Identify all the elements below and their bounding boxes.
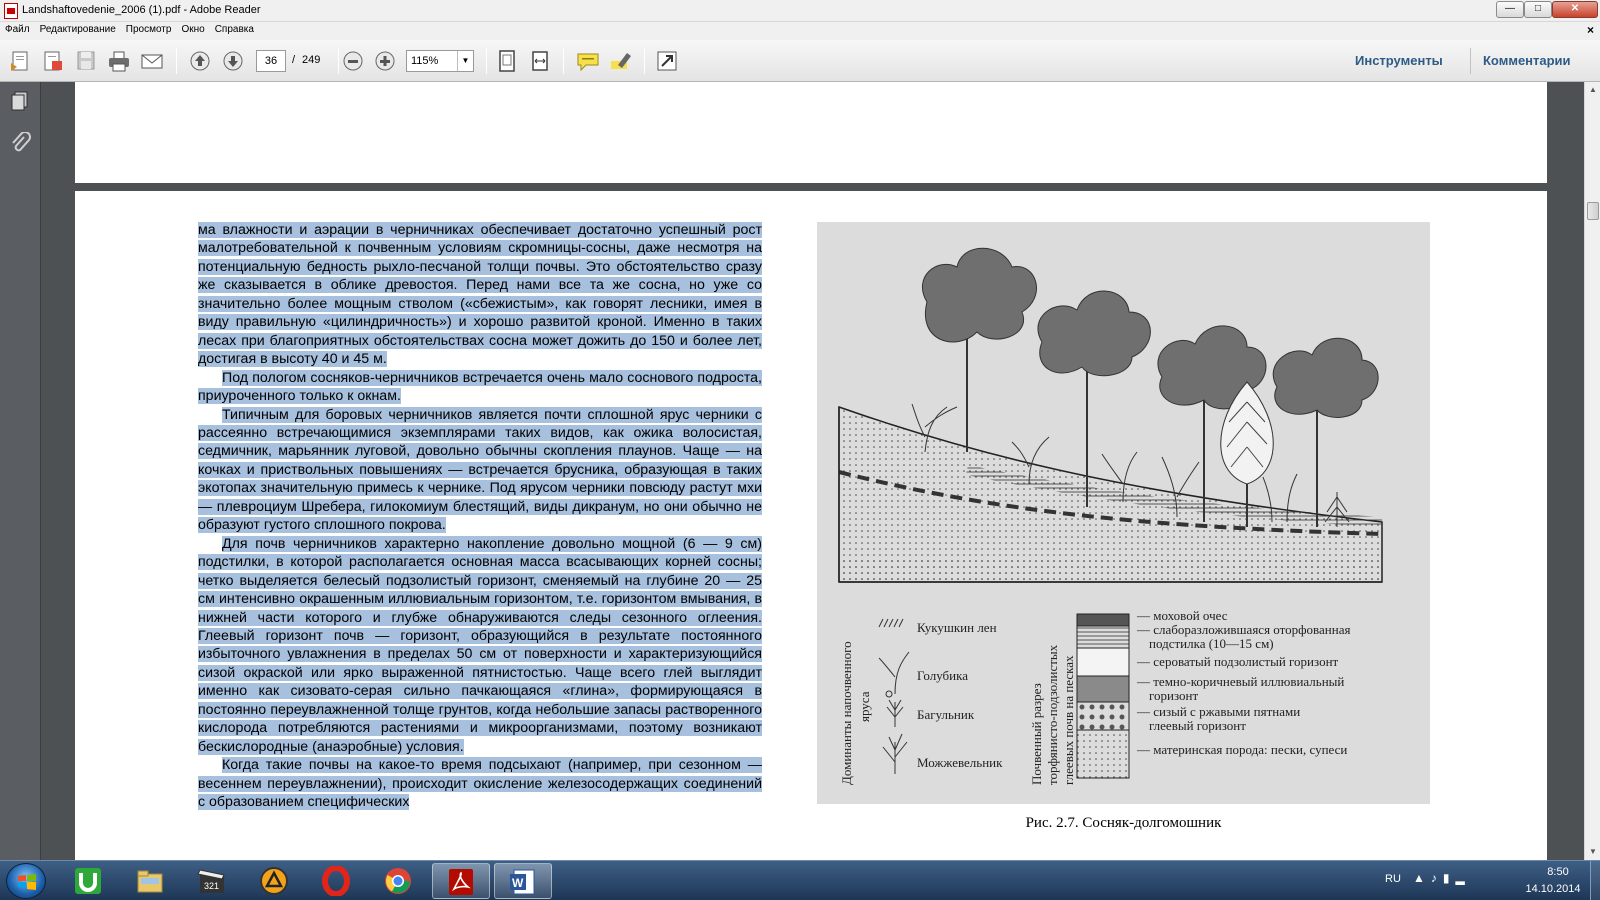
explorer-icon (135, 866, 165, 896)
paragraph-4 (198, 535, 762, 756)
zoom-select[interactable] (406, 50, 474, 72)
selected-text[interactable]: Для почв черничников характерно накопление довольно мощной (6 — 9 см) подстилки, в которой располагается основная масса всасывающих корней сосны; четко выделяется белесый подзолистый горизонт, сменяемый на глубине 20 — 25 см интенсивно окрашенным иллювиальным горизонтом, т.е. горизонтом вмывания, в нижней части которого и глубже обнаруживаются следы сезонного оглеения. Глеевый горизонт почв — горизонт, образующийся в результате постоянного избыточного увлажнения в пределах 50 см от поверхности и характеризующийся сизой окраской или ярко выраженной пятнистостью. Чаще всего глей выглядит именно как сизовато-серая сильно пачкающаяся «глина», формирующаяся в постоянно переувлажненной толще грунтов, когда небольшие запасы растворенного кислорода потребляются растениями и микроорганизмами, поэтому возникают бескислородные (анаэробные) условия. (198, 535, 762, 755)
menu-bar (0, 22, 1600, 40)
paragraph-3 (198, 406, 762, 535)
horizon-label: подстилка (10—15 см) (1149, 636, 1274, 651)
toolbar-separator (1470, 48, 1471, 74)
species-label: Голубика (917, 668, 968, 683)
close-window-button[interactable]: ✕ (1552, 1, 1598, 18)
clock-time[interactable]: 8:50 (1547, 866, 1569, 878)
minimize-button[interactable]: — (1496, 1, 1524, 18)
horizon-label: — сизый с ржавыми пятнами (1137, 704, 1301, 719)
selected-text[interactable]: Типичным для боровых черничников является почти сплошной ярус черники с рассеянно встречающимися экземплярами таких видов, как ожика волосистая, седмичник, марьянник луговой, довольно обычны скопления плаунов. Чаще — на кочках и приствольных повышениях — встречается брусника, образующая в таких экотопах значительную примесь к чернике. Под ярусом черники повсюду растут мхи — плевроциум Шребера, гилокомиум блестящий, виды дикранум, но они обычно не образуют густого сплошного покрова. (198, 406, 762, 534)
aimp-icon (259, 866, 289, 896)
horizon-label: глеевый горизонт (1149, 718, 1246, 733)
show-desktop-button[interactable] (1590, 861, 1600, 900)
horizon-label: горизонт (1149, 688, 1199, 703)
page-number-input[interactable] (256, 50, 286, 72)
svg-text:321: 321 (204, 881, 220, 891)
volume-icon[interactable]: ♪ (1430, 871, 1443, 885)
network-icon[interactable]: ▂ (1455, 871, 1471, 885)
chrome-icon (383, 866, 413, 896)
taskbar-utorrent[interactable] (60, 863, 118, 899)
horizon-label: — сероватый подзолистый горизонт (1137, 654, 1339, 669)
opera-icon (321, 866, 351, 896)
email-icon[interactable] (139, 49, 165, 73)
page-up-icon[interactable] (187, 49, 213, 73)
page-separator: / (292, 54, 296, 66)
title-bar (0, 0, 1600, 22)
vertical-scrollbar[interactable] (1584, 82, 1600, 860)
adobe-reader-icon (446, 867, 476, 897)
taskbar-aimp[interactable] (246, 863, 304, 899)
comment-icon[interactable] (575, 49, 601, 73)
previous-page (75, 82, 1547, 183)
species-label: Можжевельник (917, 755, 1003, 770)
taskbar-opera[interactable] (308, 863, 366, 899)
svg-text:W: W (512, 876, 524, 890)
toolbar-separator (563, 48, 564, 74)
highlight-icon[interactable] (608, 49, 634, 73)
media-player-icon (197, 866, 227, 896)
document-view[interactable] (41, 82, 1584, 860)
scrollbar-thumb[interactable] (1587, 202, 1599, 220)
paragraph-2 (198, 369, 762, 406)
print-icon[interactable] (106, 49, 132, 73)
profile-vertical-label-3: глеевых почв на песках (1061, 655, 1076, 785)
toolbar (0, 40, 1600, 82)
comments-pane-button[interactable]: Комментарии (1483, 53, 1571, 68)
selected-text[interactable]: Когда такие почвы на какое-то время подсыхают (например, при сезонном — весеннем переувлажнении), происходит окисление железосодержащих соединений с образованием специфических (198, 757, 762, 811)
soil-profile-column (1077, 614, 1129, 778)
page-text[interactable] (198, 221, 762, 812)
menu-window[interactable]: Окно (181, 24, 205, 35)
taskbar-explorer[interactable] (122, 863, 180, 899)
tray-expand-icon[interactable]: ▲ (1413, 871, 1431, 885)
horizon-label: — слаборазложившаяся оторфованная (1137, 622, 1351, 637)
attachments-icon[interactable] (9, 132, 31, 154)
tools-pane-button[interactable]: Инструменты (1355, 53, 1443, 68)
taskbar (0, 860, 1600, 900)
profile-vertical-label-1: Почвенный разрез (1029, 683, 1044, 785)
taskbar-adobe-reader[interactable] (432, 863, 490, 899)
toolbar-separator (486, 48, 487, 74)
navigation-pane (0, 82, 41, 860)
battery-icon[interactable]: ▮ (1442, 871, 1456, 885)
windows-flag-icon (18, 874, 36, 890)
close-document-button[interactable]: × (1586, 23, 1594, 37)
scroll-down-icon[interactable]: ▼ (1589, 847, 1597, 856)
adobe-reader-app-icon (4, 3, 18, 19)
tray-icons[interactable] (1413, 871, 1471, 885)
fit-page-icon[interactable] (494, 49, 520, 73)
zoom-value: 115% (411, 55, 439, 67)
utorrent-icon (73, 866, 103, 896)
page-down-icon[interactable] (220, 49, 246, 73)
window-title: Landshaftovedenie_2006 (1).pdf - Adobe Reader (22, 4, 261, 16)
zoom-in-icon[interactable] (372, 49, 398, 73)
language-indicator[interactable]: RU (1385, 873, 1401, 885)
horizon-label: — темно-коричневый иллювиальный (1137, 674, 1345, 689)
chevron-down-icon[interactable]: ▼ (457, 51, 473, 71)
page-thumbnails-icon[interactable] (9, 90, 31, 112)
start-button[interactable] (6, 863, 46, 899)
edit-pdf-icon[interactable] (40, 49, 66, 73)
legend-vertical-label-2: яруса (857, 691, 872, 722)
taskbar-chrome[interactable] (370, 863, 428, 899)
species-label: Кукушкин лен (917, 620, 997, 635)
taskbar-media-player[interactable] (184, 863, 242, 899)
page-total: 249 (302, 54, 321, 66)
menu-edit[interactable]: Редактирование (39, 24, 116, 35)
horizon-label: — моховой очес (1137, 608, 1228, 623)
create-pdf-icon[interactable] (8, 49, 34, 73)
taskbar-word[interactable] (494, 863, 552, 899)
menu-help[interactable]: Справка (214, 24, 254, 35)
current-page (75, 191, 1547, 860)
figure-illustration (817, 222, 1430, 804)
profile-vertical-label-2: торфянисто-подзолистых (1045, 644, 1060, 785)
menu-file[interactable]: Файл (5, 24, 30, 35)
scroll-up-icon[interactable]: ▲ (1589, 85, 1597, 94)
toolbar-separator (176, 48, 177, 74)
legend-vertical-label-1: Доминанты напочвенного (839, 641, 854, 785)
horizon-label: — материнская порода: пески, супеси (1137, 742, 1348, 757)
fit-width-icon[interactable] (527, 49, 553, 73)
toolbar-separator (644, 48, 645, 74)
fullscreen-icon[interactable] (654, 49, 680, 73)
selected-text[interactable]: ма влажности и аэрации в черничниках обеспечивает достаточно успешный рост малотребовательной к почвенным условиям скромницы-сосны, даже несмотря на потенциальную бедность рыхло-песчаной толщи почвы. Это обстоятельство сразу же сказывается в облике древостоя. Перед нами все та же сосна, но уже со значительно более мощным стволом («сбежистым», как говорят лесники, имея в виду правильную «цилиндричность») и хорошо развитой кроной. Именно в таких лесах при благоприятных обстоятельствах сосна может дожить до 150 и более лет, достигая в высоту 40 и 45 м. (198, 222, 762, 368)
paragraph-1 (198, 221, 762, 369)
selected-text[interactable]: Под пологом сосняков-черничников встречается очень мало соснового подроста, приуроченного только к окнам. (198, 369, 762, 405)
save-icon[interactable] (73, 49, 99, 73)
zoom-out-icon[interactable] (340, 49, 366, 73)
figure-caption: Рис. 2.7. Сосняк-долгомошник (1025, 815, 1222, 831)
clock-date[interactable]: 14.10.2014 (1525, 883, 1581, 895)
paragraph-5 (198, 756, 762, 811)
maximize-button[interactable]: □ (1524, 1, 1552, 18)
species-label: Багульник (917, 707, 975, 722)
word-icon (508, 867, 538, 897)
toolbar-separator (338, 48, 339, 74)
menu-view[interactable]: Просмотр (125, 24, 172, 35)
